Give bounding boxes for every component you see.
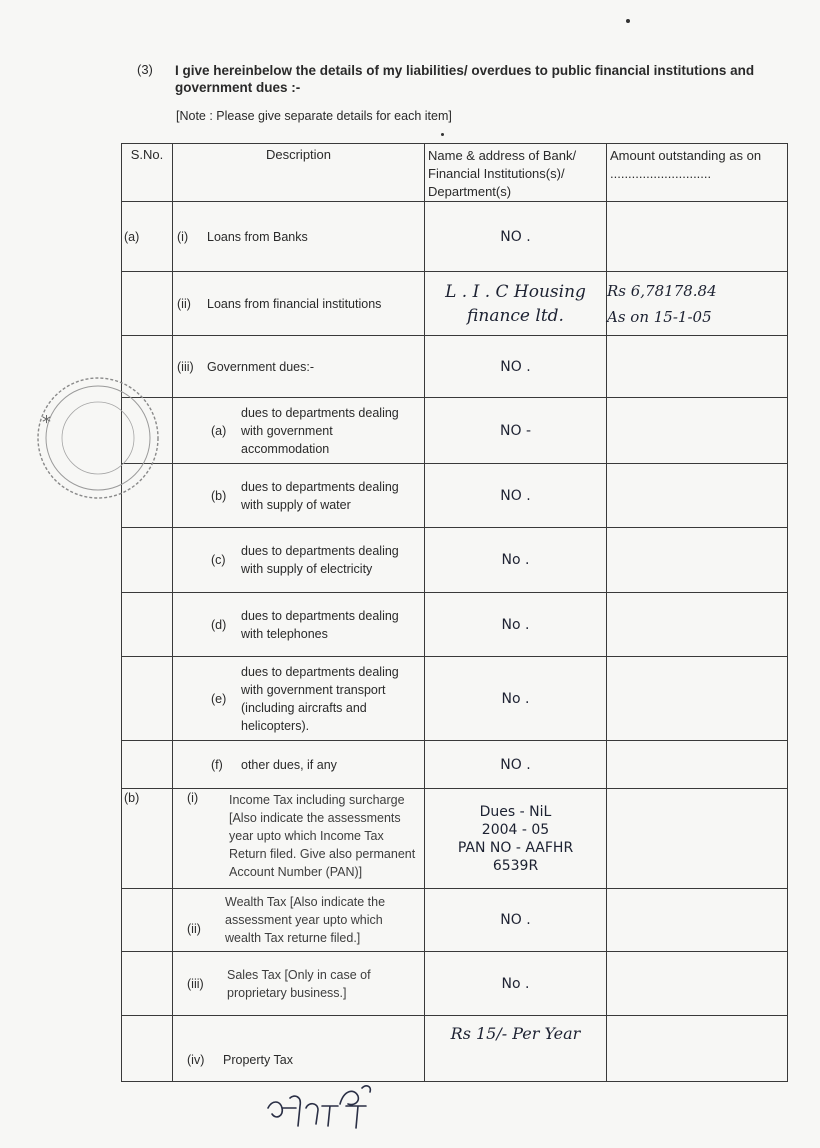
table-row xyxy=(122,272,788,336)
row-name: NO . xyxy=(425,741,607,789)
table-row xyxy=(122,593,788,657)
row-label: (b) xyxy=(211,488,227,503)
table-row xyxy=(122,398,788,464)
row-description: dues to departments dealing with government accommodation xyxy=(241,405,399,456)
table-row xyxy=(122,952,788,1016)
row-description: Loans from Banks xyxy=(207,229,308,244)
row-description: Property Tax xyxy=(223,1052,293,1067)
liabilities-table xyxy=(121,143,788,1082)
scan-speck xyxy=(626,19,630,23)
row-label: (iii) xyxy=(187,976,204,991)
header-amount: Amount outstanding as on ............................ xyxy=(607,144,788,202)
row-description: dues to departments dealing with telephones xyxy=(241,608,399,641)
row-description: Government dues:- xyxy=(207,359,314,374)
row-name: No . xyxy=(425,593,607,657)
row-label: (ii) xyxy=(177,296,191,311)
row-name: No . xyxy=(425,952,607,1016)
row-description: Loans from financial institutions xyxy=(207,296,382,311)
note-text: [Note : Please give separate details for each item] xyxy=(176,109,452,123)
header-description: Description xyxy=(173,144,425,202)
row-label: (c) xyxy=(211,553,226,567)
row-description: other dues, if any xyxy=(241,757,337,772)
row-name: NO - xyxy=(425,398,607,464)
table-row xyxy=(122,1016,788,1082)
table-row xyxy=(122,657,788,741)
scan-speck xyxy=(441,133,444,136)
row-label: (ii) xyxy=(187,922,201,936)
row-amount xyxy=(607,202,788,272)
row-name: NO . xyxy=(425,889,607,952)
row-label: (d) xyxy=(211,617,227,632)
row-description: dues to departments dealing with government transport (including aircrafts and helicopters). xyxy=(241,664,399,733)
section-heading: I give hereinbelow the details of my liabilities/ overdues to public financial institutions and government dues :- xyxy=(175,63,755,95)
item-number: (3) xyxy=(137,62,153,77)
official-stamp xyxy=(36,348,166,533)
row-label: (f) xyxy=(211,757,223,772)
row-name: No . xyxy=(425,657,607,741)
row-description: Sales Tax [Only in case of proprietary business.] xyxy=(227,967,371,1000)
row-label: (iii) xyxy=(177,359,194,374)
table-row xyxy=(122,789,788,889)
row-description: Income Tax including surcharge [Also indicate the assessments year upto which Income Tax Return filed. Give also permanent Account Number (PAN)] xyxy=(229,793,416,879)
table-row xyxy=(122,336,788,398)
table-row xyxy=(122,528,788,593)
row-description: dues to departments dealing with supply of water xyxy=(241,479,399,512)
table-row xyxy=(122,202,788,272)
row-sno: (a) xyxy=(122,202,173,272)
table-row xyxy=(122,741,788,789)
row-sno: (b) xyxy=(122,789,173,889)
row-description: dues to departments dealing with supply of electricity xyxy=(241,544,399,576)
table-row xyxy=(122,889,788,952)
row-label: (i) xyxy=(177,229,189,244)
row-name: NO . xyxy=(425,336,607,398)
table-header-row xyxy=(122,144,788,202)
row-label: (i) xyxy=(187,791,199,805)
row-label: (iv) xyxy=(187,1052,205,1067)
row-amount-lic: Rs 6,78178.84 As on 15-1-05 xyxy=(607,272,788,336)
stamp-star: * xyxy=(42,412,51,433)
row-name-lic: L . I . C Housing finance ltd. xyxy=(425,272,607,336)
row-name: NO . xyxy=(425,202,607,272)
row-name: No . xyxy=(425,528,607,593)
header-sno: S.No. xyxy=(122,144,173,202)
row-name: NO . xyxy=(425,464,607,528)
row-label: (e) xyxy=(211,691,227,706)
row-name-income-tax: Dues - NiL 2004 - 05 PAN NO - AAFHR 6539R xyxy=(425,789,607,889)
table-row xyxy=(122,464,788,528)
row-name-property-tax: Rs 15/- Per Year xyxy=(425,1016,607,1082)
signature xyxy=(262,1080,382,1140)
row-label: (a) xyxy=(211,423,227,438)
row-description: Wealth Tax [Also indicate the assessment year upto which wealth Tax returne filed.] xyxy=(225,895,386,945)
header-name-address: Name & address of Bank/ Financial Institutions(s)/ Department(s) xyxy=(425,144,607,202)
